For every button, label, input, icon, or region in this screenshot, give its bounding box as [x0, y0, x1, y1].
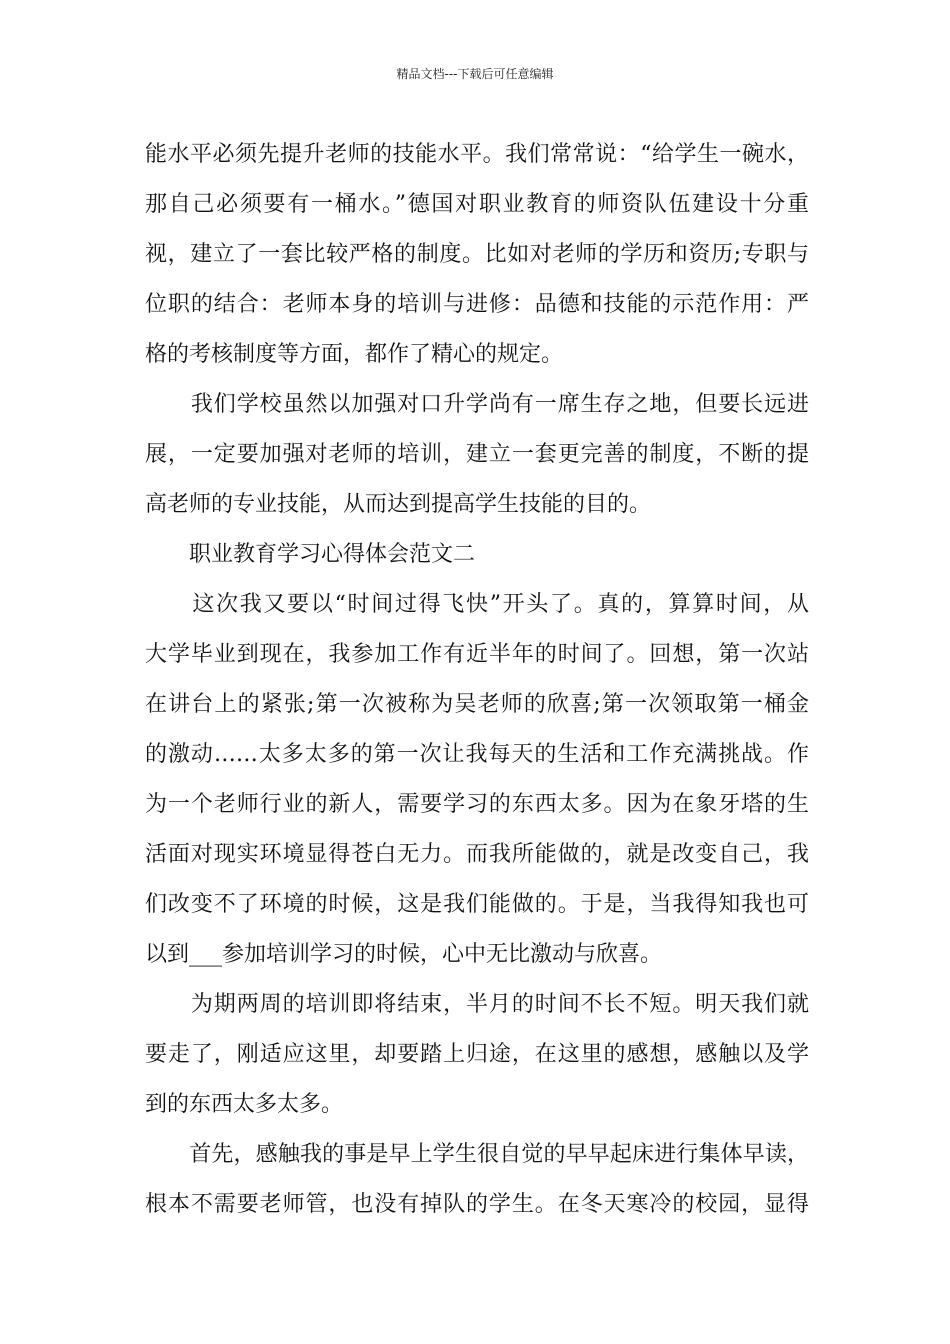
text-line: 能水平必须先提升老师的技能水平。我们常常说：“给学生一碗水， [145, 142, 809, 167]
paragraph-3 [145, 580, 809, 980]
text-line: 为期两周的培训即将结束，半月的时间不长不短。明天我们就 [145, 992, 809, 1017]
text-line: 展，一定要加强对老师的培训，建立一套更完善的制度，不断的提 [145, 442, 809, 467]
text-line: 视，建立了一套比较严格的制度。比如对老师的学历和资历;专职与 [145, 242, 809, 267]
paragraph-1 [145, 130, 809, 380]
text-line: 位职的结合：老师本身的培训与进修：品德和技能的示范作用：严 [145, 292, 809, 317]
text-line: 那自己必须要有一桶水。”德国对职业教育的师资队伍建设十分重 [145, 192, 809, 217]
text-line: 到的东西太多太多。 [145, 1092, 344, 1117]
text-line: 活面对现实环境显得苍白无力。而我所能做的，就是改变自己，我 [145, 842, 809, 867]
text-line: 这次我又要以“时间过得飞快”开头了。真的，算算时间，从 [145, 592, 809, 617]
text-line: 的激动……太多太多的第一次让我每天的生活和工作充满挑战。作 [145, 742, 809, 767]
text-line: 职业教育学习心得体会范文二 [145, 542, 476, 567]
text-line: 高老师的专业技能，从而达到提高学生技能的目的。 [145, 492, 652, 517]
text-line: 我们学校虽然以加强对口升学尚有一席生存之地，但要长远进 [145, 392, 809, 417]
text-line: 以到___参加培训学习的时候，心中无比激动与欣喜。 [145, 942, 663, 967]
text-line: 为一个老师行业的新人，需要学习的东西太多。因为在象牙塔的生 [145, 792, 809, 817]
text-line: 格的考核制度等方面，都作了精心的规定。 [145, 342, 564, 367]
text-line: 首先，感触我的事是早上学生很自觉的早早起床进行集体早读， [145, 1142, 809, 1167]
text-line: 要走了，刚适应这里，却要踏上归途，在这里的感想，感触以及学 [145, 1042, 809, 1067]
paragraph-4 [145, 980, 809, 1130]
paragraph-2 [145, 380, 809, 530]
text-line: 大学毕业到现在，我参加工作有近半年的时间了。回想，第一次站 [145, 642, 809, 667]
text-line: 们改变不了环境的时候，这是我们能做的。于是，当我得知我也可 [145, 892, 809, 917]
section-title [145, 530, 809, 580]
paragraph-5 [145, 1130, 809, 1230]
document-body [145, 130, 809, 1230]
text-line: 根本不需要老师管，也没有掉队的学生。在冬天寒冷的校园，显得 [145, 1192, 809, 1217]
page-header: 精品文档---下载后可任意编辑 [396, 67, 554, 81]
text-line: 在讲台上的紧张;第一次被称为吴老师的欣喜;第一次领取第一桶金 [145, 692, 809, 717]
